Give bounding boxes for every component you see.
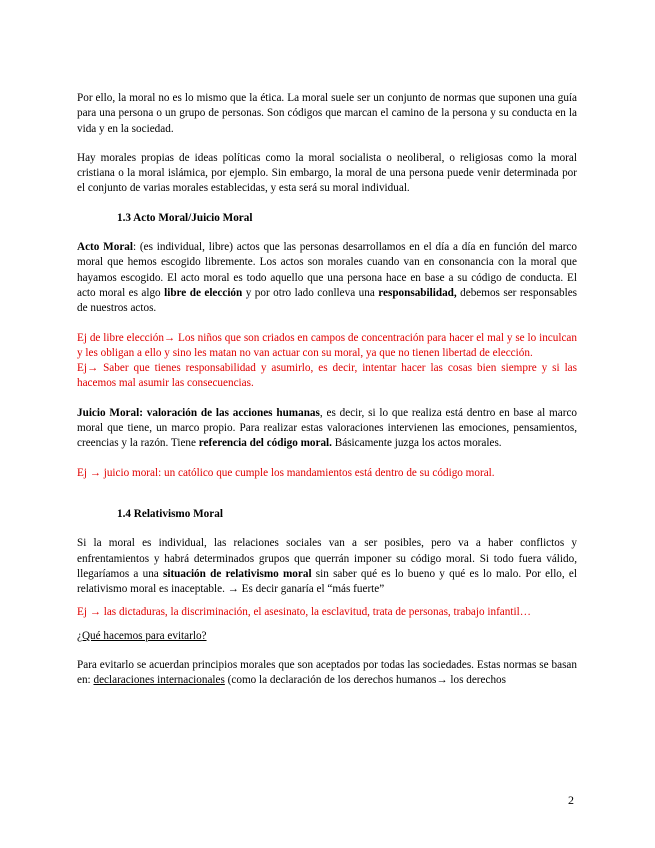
page-number: 2 <box>568 793 574 807</box>
question-evitarlo: ¿Qué hacemos para evitarlo? <box>77 629 207 642</box>
term-relativismo-moral: situación de relativismo moral <box>162 567 312 580</box>
text-evitarlo-1: Para evitarlo se acuerdan principios morales que son aceptados por todas las sociedades. Estas normas se basan en: <box>77 659 577 687</box>
example-relativismo: Ej → las dictaduras, la discriminación, el asesinato, la esclavitud, trata de personas, trabajo infantil… <box>77 606 531 619</box>
paragraph-acto-moral <box>77 240 577 316</box>
term-libre-eleccion: libre de elección <box>164 286 243 299</box>
term-referencia-codigo: referencia del código moral. <box>198 437 332 450</box>
section-heading-relativismo: 1.4 Relativismo Moral <box>117 507 223 520</box>
text-evitarlo-2: (como la declaración de los derechos humanos→ los derechos <box>224 674 507 687</box>
example-libre-eleccion: Ej de libre elección→ Los niños que son criados en campos de concentración para hacer el mal y se lo inculcan y les obligan a ello y sino les matan no van actuar con su moral, ya que no tienen libertad de elección. <box>77 331 577 359</box>
text-acto-moral-2: y por otro lado conlleva una <box>242 286 379 299</box>
text-juicio-moral-2: Básicamente juzga los actos morales. <box>331 437 502 450</box>
text-acto-moral-3: debemos ser responsables de nuestros actos. <box>77 286 578 315</box>
paragraph-relativismo <box>77 536 577 597</box>
paragraph-types-of-morals: Hay morales propias de ideas políticas como la moral socialista o neoliberal, o religiosas como la moral cristiana o la moral islámica, por ejemplo. Sin embargo, la moral de una persona puede venir determinada por el conjunto de varias morales establecidas, y esta será su moral individual. <box>77 151 577 195</box>
text-relativismo-2: sin saber qué es lo bueno y qué es lo malo. Por ello, el relativismo moral es inaceptable. → Es decir ganaría el “más fuerte” <box>77 567 577 596</box>
example-juicio-moral: Ej → juicio moral: un católico que cumple los mandamientos está dentro de su código moral. <box>77 466 495 479</box>
text-juicio-moral-1: , es decir, si lo que realiza está dentro en base al marco moral que tiene, un marco propio. Para realizar estas valoraciones intervienen las emociones, pensamientos, creencias y la razón. Tiene <box>77 406 578 450</box>
term-juicio-moral: Juicio Moral: valoración de las acciones humanas <box>77 406 320 419</box>
term-responsabilidad: responsabilidad, <box>378 286 457 299</box>
term-declaraciones-internacionales: declaraciones internacionales <box>93 674 225 687</box>
term-acto-moral: Acto Moral <box>77 241 133 254</box>
section-heading-acto-juicio: 1.3 Acto Moral/Juicio Moral <box>117 211 253 224</box>
paragraph-juicio-moral <box>77 406 577 452</box>
paragraph-evitarlo <box>77 658 577 689</box>
text-acto-moral-1: : (es individual, libre) actos que las personas desarrollamos en el día a día en función del marco moral que hemos escogido libremente. Los actos son morales cuando van en consonancia con la moral que hayamos escogido. El acto moral es todo aquello que una persona hace en base a su código de conducta. El acto moral es algo <box>77 241 577 299</box>
page-content <box>77 91 577 689</box>
text-relativismo-1: Si la moral es individual, las relaciones sociales van a ser posibles, pero va a haber conflictos y enfrentamientos y habrá determinados grupos que querrán imponer su código moral. Si todo fuera válido, llegaríamos a una <box>77 537 577 580</box>
paragraph-moral-definition: Por ello, la moral no es lo mismo que la ética. La moral suele ser un conjunto de normas que suponen una guía para una persona o un grupo de personas. Son códigos que marcan el camino de la persona y su conducta en la vida y en la sociedad. <box>77 92 577 135</box>
example-responsabilidad: Ej→ Saber que tienes responsabilidad y asumirlo, es decir, intentar hacer las cosas bien siempre y si las hacemos mal asumir las consecuencias. <box>77 362 577 390</box>
